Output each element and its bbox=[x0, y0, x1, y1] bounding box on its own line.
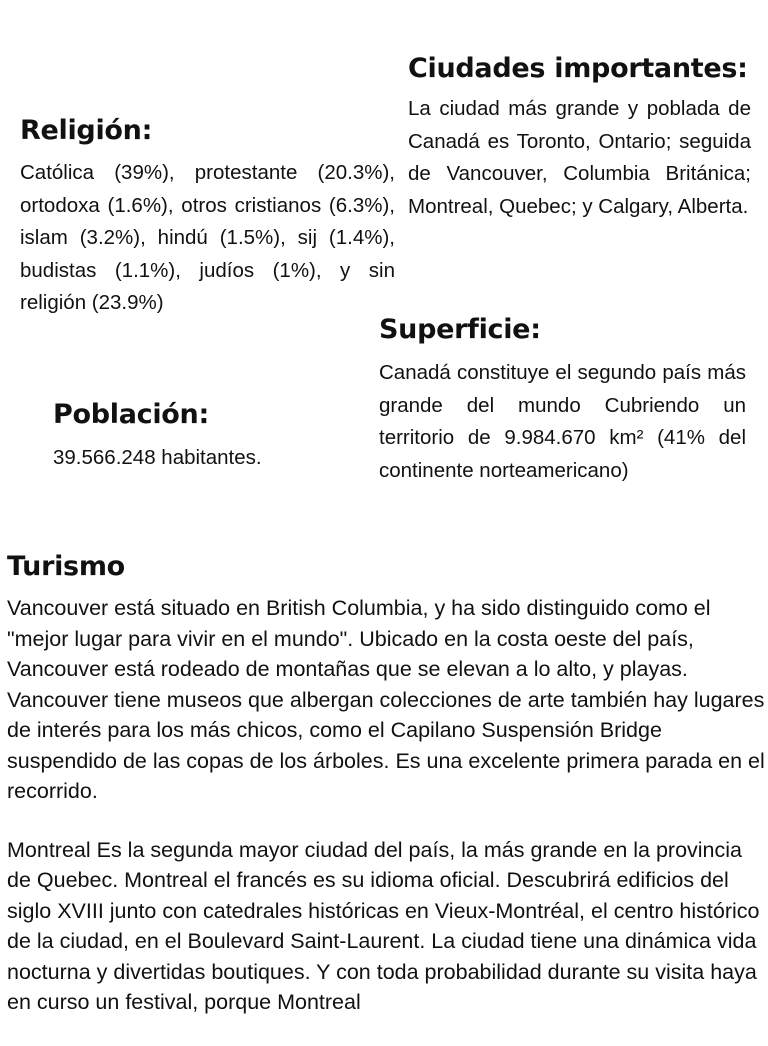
superficie-text: Canadá constituye el segundo país más grande del mundo Cubriendo un territorio de 9.984.670 km² (41% del continente norteamericano) bbox=[379, 361, 746, 482]
poblacion-section bbox=[53, 398, 353, 475]
poblacion-text: 39.566.248 habitantes. bbox=[53, 446, 262, 469]
superficie-section bbox=[379, 313, 746, 487]
superficie-heading: Superficie: bbox=[379, 314, 541, 345]
poblacion-heading: Población: bbox=[53, 399, 209, 430]
turismo-section bbox=[7, 550, 767, 1046]
turismo-paragraph-vancouver: Vancouver está situado en British Columbia, y ha sido distinguido como el "mejor lugar para vivir en el mundo". Ubicado en la costa oeste del país, Vancouver está rodeado de montañas que se elevan a lo alto, y playas. Vancouver tiene museos que albergan colecciones de arte también hay lugares de interés para los más chicos, como el Capilano Suspensión Bridge suspendido de las copas de los árboles. Es una excelente primera parada en el recorrido. bbox=[7, 596, 765, 803]
turismo-heading: Turismo bbox=[7, 551, 125, 582]
religion-section bbox=[20, 114, 395, 320]
ciudades-heading: Ciudades importantes: bbox=[408, 53, 748, 84]
religion-heading: Religión: bbox=[20, 115, 153, 146]
ciudades-section bbox=[408, 52, 751, 223]
turismo-paragraph-montreal: Montreal Es la segunda mayor ciudad del país, la más grande en la provincia de Quebec. Montreal el francés es su idioma oficial. Descubrirá edificios del siglo XVIII junto con catedrales históricas en Vieux-Montréal, el centro histórico de la ciudad, en el Boulevard Saint-Laurent. La ciudad tiene una dinámica vida nocturna y divertidas boutiques. Y con toda probabilidad durante su visita haya en curso un festival, porque Montreal bbox=[7, 837, 760, 1014]
religion-text: Católica (39%), protestante (20.3%), ortodoxa (1.6%), otros cristianos (6.3%), islam (3.2%), hindú (1.5%), sij (1.4%), budistas (1.1%), judíos (1%), y sin religión (23.9%) bbox=[20, 161, 395, 314]
ciudades-text: La ciudad más grande y poblada de Canadá es Toronto, Ontario; seguida de Vancouver, Columbia Británica; Montreal, Quebec; y Calgary, Alberta. bbox=[408, 97, 751, 218]
